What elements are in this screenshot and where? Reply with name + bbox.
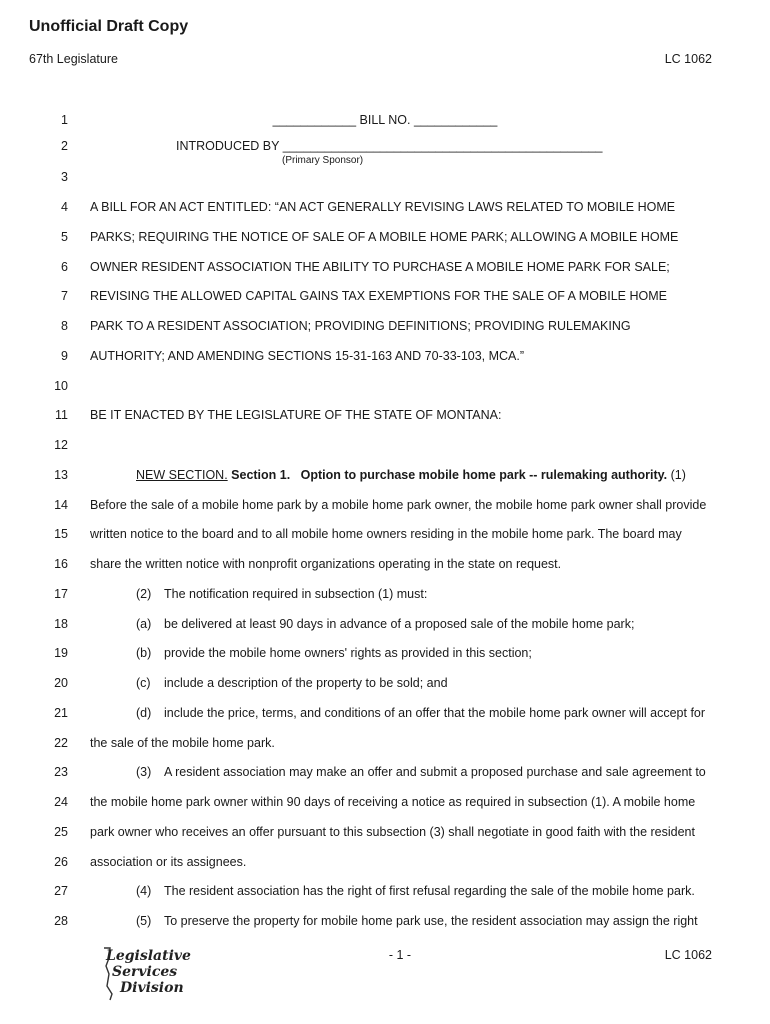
section-number: Section 1. [231, 467, 291, 482]
subsection-text: be delivered at least 90 days in advance of a proposed sale of the mobile home park; [164, 616, 635, 631]
lc-number: LC 1062 [664, 52, 712, 66]
subsection-text: include a description of the property to be sold; and [164, 676, 448, 690]
line-number: 13 [54, 467, 68, 482]
line-text: OWNER RESIDENT ASSOCIATION THE ABILITY TO PURCHASE A MOBILE HOME PARK FOR SALE; [90, 259, 670, 274]
logo-word-division: Division [120, 980, 184, 996]
bill-line [0, 706, 770, 726]
new-section-marker: NEW SECTION. [136, 467, 228, 482]
line-text: the sale of the mobile home park. [90, 735, 275, 750]
line-number: 2 [61, 139, 68, 153]
line-number: 1 [61, 113, 68, 127]
subsection-marker: (4) [136, 884, 152, 899]
bill-line [0, 139, 770, 159]
bill-line [0, 230, 770, 250]
page-number: - 1 - [388, 948, 412, 962]
line-number: 9 [61, 348, 68, 363]
line-text: BE IT ENACTED BY THE LEGISLATURE OF THE STATE OF MONTANA: [90, 408, 502, 423]
bill-line [0, 319, 770, 339]
subsection-marker: (b) [136, 646, 152, 661]
line-number: 12 [54, 438, 68, 452]
line-text: park owner who receives an offer pursuant to this subsection (3) shall negotiate in good faith with the resident [90, 824, 695, 839]
legislative-services-division-logo [100, 946, 190, 1002]
subsection-text: The resident association has the right of first refusal regarding the sale of the mobile home park. [164, 884, 695, 899]
line-text: PARKS; REQUIRING THE NOTICE OF SALE OF A MOBILE HOME PARK; ALLOWING A MOBILE HOME [90, 229, 679, 244]
line-number: 18 [54, 616, 68, 631]
line-text [136, 765, 706, 779]
subsection-marker: (c) [136, 676, 151, 690]
line-number: 24 [54, 795, 68, 809]
subsection-marker: (1) [670, 467, 686, 482]
line-number: 21 [54, 705, 68, 720]
line-text [136, 914, 698, 928]
line-text: AUTHORITY; AND AMENDING SECTIONS 15-31-163 AND 70-33-103, MCA.” [90, 348, 525, 363]
line-text [136, 706, 705, 720]
line-text: Before the sale of a mobile home park by a mobile home park owner, the mobile home park owner shall provide [90, 497, 707, 512]
bill-line [0, 557, 770, 577]
bill-line [0, 200, 770, 220]
subsection-text: A resident association may make an offer and submit a proposed purchase and sale agreement to [164, 765, 706, 780]
line-number: 20 [54, 676, 68, 690]
line-text [136, 884, 695, 898]
line-text [136, 587, 427, 601]
bill-line [0, 765, 770, 785]
line-number: 17 [54, 586, 68, 601]
line-number: 26 [54, 854, 68, 869]
bill-line [0, 170, 770, 190]
line-text [136, 646, 532, 660]
line-number: 8 [61, 319, 68, 333]
bill-line [0, 349, 770, 369]
bill-line [0, 379, 770, 399]
legislature-label: 67th Legislature [29, 52, 118, 66]
bill-line [0, 587, 770, 607]
bill-line [0, 855, 770, 875]
document-title: Unofficial Draft Copy [29, 18, 189, 35]
bill-line [0, 260, 770, 280]
footer-lc-number: LC 1062 [664, 948, 712, 962]
subsection-marker: (a) [136, 616, 152, 631]
bill-line [0, 825, 770, 845]
bill-line [0, 914, 770, 934]
line-number: 28 [54, 914, 68, 928]
line-number: 16 [54, 557, 68, 571]
line-text [136, 617, 634, 631]
subsection-marker: (2) [136, 586, 152, 601]
subsection-marker: (5) [136, 914, 152, 928]
line-number: 22 [54, 735, 68, 750]
bill-line [0, 289, 770, 309]
line-text: the mobile home park owner within 90 days of receiving a notice as required in subsection (1). A mobile home [90, 795, 696, 809]
line-number: 10 [54, 378, 68, 393]
introduced-by-line: INTRODUCED BY ______________________________________________ [176, 139, 603, 153]
bill-line [0, 438, 770, 458]
subsection-marker: (d) [136, 705, 152, 720]
line-number: 5 [61, 229, 68, 244]
bill-line [0, 527, 770, 547]
bill-line [0, 617, 770, 637]
line-number: 15 [54, 527, 68, 542]
bill-line [0, 468, 770, 488]
line-text: association or its assignees. [90, 854, 247, 869]
subsection-text: The notification required in subsection (1) must: [164, 586, 428, 601]
line-number: 6 [61, 259, 68, 274]
line-text: written notice to the board and to all mobile home owners residing in the mobile home park. The board may [90, 527, 682, 542]
primary-sponsor-caption: (Primary Sponsor) [282, 155, 364, 166]
line-number: 4 [61, 200, 68, 214]
line-number: 19 [54, 646, 68, 661]
logo-word-legislative: Legislative [106, 948, 191, 964]
bill-line [0, 113, 770, 133]
bill-number-line: ____________ BILL NO. ____________ [272, 113, 498, 127]
logo-word-services: Services [112, 964, 178, 980]
line-text: A BILL FOR AN ACT ENTITLED: “AN ACT GENERALLY REVISING LAWS RELATED TO MOBILE HOME [90, 200, 676, 214]
line-number: 23 [54, 765, 68, 780]
bill-line [0, 408, 770, 428]
section-heading: Option to purchase mobile home park -- rulemaking authority. [300, 467, 668, 482]
line-number: 14 [54, 497, 68, 512]
subsection-text: include the price, terms, and conditions of an offer that the mobile home park owner will accept for [164, 705, 706, 720]
line-number: 3 [61, 170, 68, 184]
line-text [136, 468, 686, 482]
bill-line [0, 884, 770, 904]
line-number: 27 [54, 884, 68, 899]
line-text: share the written notice with nonprofit organizations operating in the state on request. [90, 557, 562, 571]
bill-line [0, 795, 770, 815]
line-number: 7 [61, 289, 68, 304]
line-text: REVISING THE ALLOWED CAPITAL GAINS TAX EXEMPTIONS FOR THE SALE OF A MOBILE HOME [90, 289, 667, 304]
bill-line [0, 498, 770, 518]
bill-line [0, 646, 770, 666]
subsection-text: provide the mobile home owners' rights as provided in this section; [164, 646, 532, 661]
subsection-text: To preserve the property for mobile home park use, the resident association may assign the right [164, 914, 698, 928]
subsection-marker: (3) [136, 765, 152, 780]
line-number: 25 [54, 824, 68, 839]
line-text [136, 676, 448, 690]
bill-line [0, 676, 770, 696]
line-text: PARK TO A RESIDENT ASSOCIATION; PROVIDING DEFINITIONS; PROVIDING RULEMAKING [90, 319, 631, 333]
line-number: 11 [55, 408, 68, 423]
bill-line [0, 736, 770, 756]
